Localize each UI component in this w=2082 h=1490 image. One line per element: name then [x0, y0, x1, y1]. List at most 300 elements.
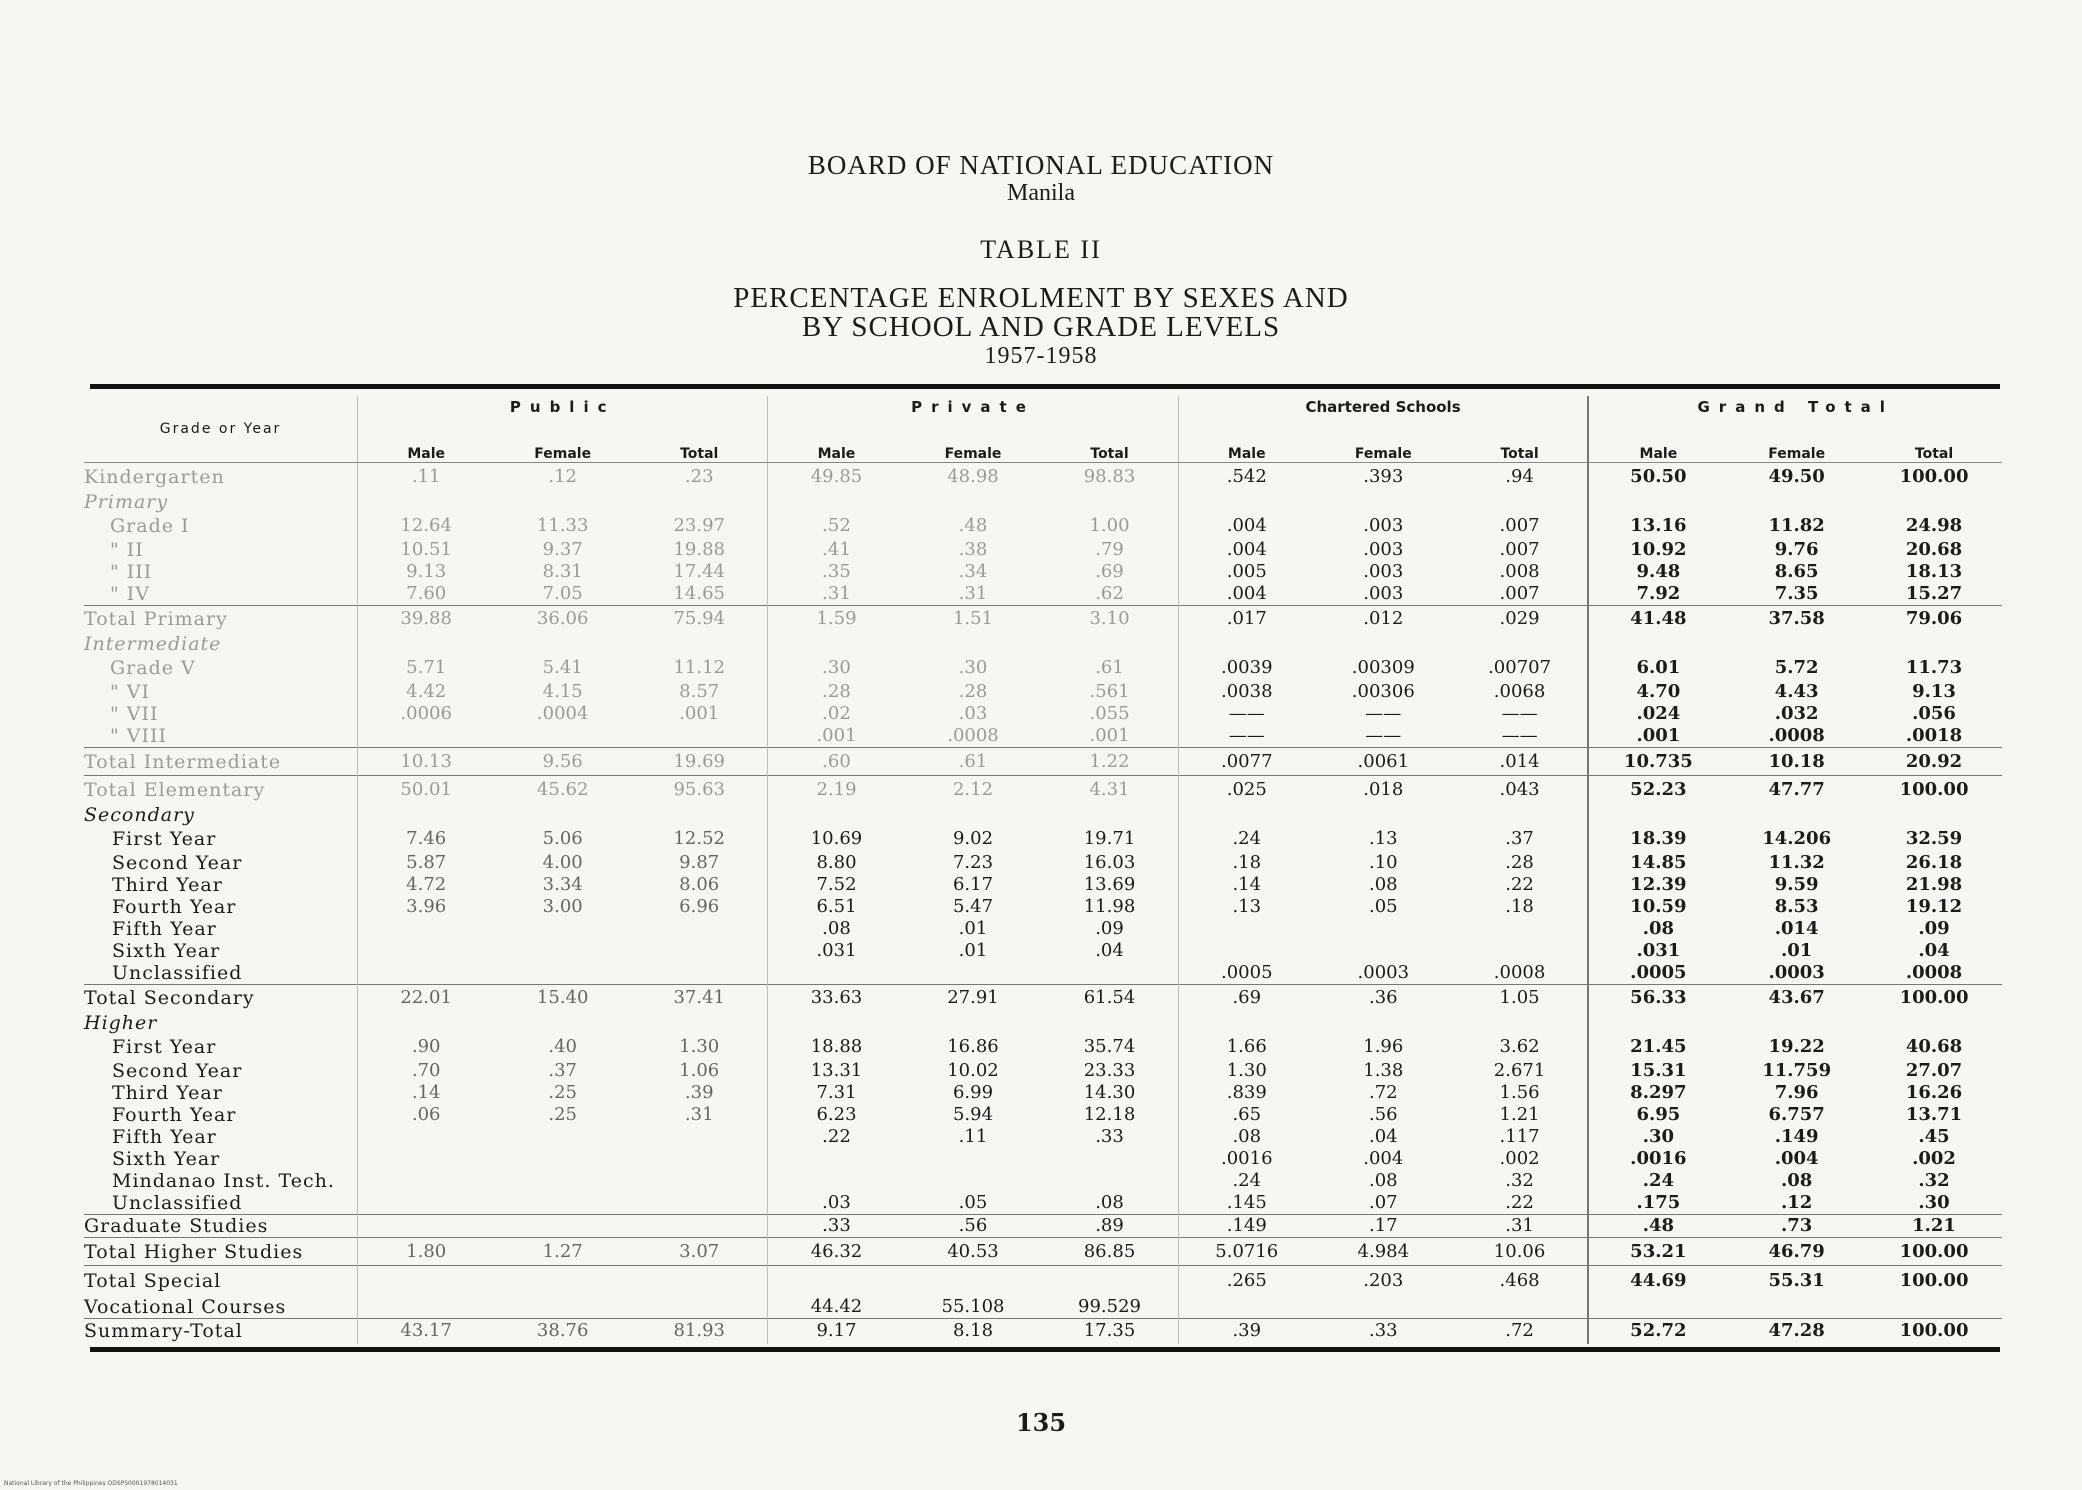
cell: 100.00 [1866, 1238, 2002, 1266]
table-row [84, 918, 2002, 940]
cell [1866, 804, 2002, 826]
cell: .561 [1089, 681, 1130, 702]
cell [905, 1012, 1042, 1034]
cell [358, 940, 495, 962]
cell: 13.31 [768, 1060, 905, 1082]
cell [1178, 633, 1315, 655]
cell [631, 725, 768, 748]
cell: 2.12 [905, 776, 1042, 804]
cell: 10.735 [1588, 748, 1727, 776]
cell: 15.40 [494, 984, 631, 1012]
cell: 49.50 [1768, 465, 1825, 487]
cell: 11.33 [536, 514, 589, 536]
cell [1452, 918, 1589, 940]
table-row [84, 1170, 2002, 1192]
cell [768, 1012, 905, 1034]
cell [631, 1012, 768, 1034]
cell: 35.74 [1083, 1036, 1136, 1057]
cell: 53.21 [1588, 1238, 1727, 1266]
table-title-line1: PERCENTAGE ENROLMENT BY SEXES AND [733, 282, 1349, 314]
cell: 8.31 [542, 560, 583, 582]
cell: .18 [1505, 895, 1534, 917]
row-label: " VI [110, 681, 151, 703]
cell: .25 [548, 1082, 578, 1103]
cell: 47.77 [1727, 776, 1866, 804]
cell: 33.63 [768, 984, 905, 1012]
cell [494, 1148, 631, 1170]
cell: .40 [548, 1036, 578, 1057]
group-public: Public [358, 396, 768, 418]
cell: .09 [1918, 917, 1950, 939]
cell: .12 [548, 465, 578, 487]
cell: 5.47 [952, 895, 994, 917]
cell [1588, 804, 1727, 826]
cell: .62 [1095, 582, 1124, 604]
row-label: Fourth Year [112, 895, 237, 918]
cell: .31 [1452, 1215, 1589, 1238]
agency-name: BOARD OF NATIONAL EDUCATION [807, 150, 1275, 180]
cell [768, 491, 905, 513]
cell [1866, 1012, 2002, 1034]
cell: .002 [1499, 1148, 1540, 1169]
cell: .37 [1505, 827, 1534, 849]
subheader-female: Female [1315, 418, 1452, 463]
cell: .004 [1178, 539, 1315, 561]
cell [905, 1148, 1042, 1170]
cell [358, 1012, 495, 1034]
cell: .31 [684, 1104, 714, 1125]
cell [358, 804, 495, 826]
cell [1041, 1012, 1178, 1034]
subheader-male: Male [1178, 418, 1315, 463]
cell [1315, 1012, 1452, 1034]
cell: —— [1178, 703, 1315, 725]
cell: 16.03 [1083, 851, 1136, 873]
table-row [84, 725, 2002, 748]
row-label: Vocational Courses [84, 1295, 287, 1318]
cell: 11.759 [1762, 1060, 1832, 1081]
cell [631, 962, 768, 985]
cell [494, 804, 631, 826]
cell: .89 [1041, 1215, 1178, 1238]
cell: 7.96 [1774, 1082, 1819, 1103]
cell: 55.108 [941, 1295, 1005, 1317]
table-row [84, 513, 2002, 539]
cell: 23.97 [673, 514, 725, 536]
table-row [84, 962, 2002, 985]
cell: .004 [1363, 1148, 1404, 1169]
cell: .32 [1918, 1170, 1950, 1191]
cell: 7.60 [358, 583, 495, 606]
cell: 45.62 [494, 776, 631, 804]
row-label: Fifth Year [112, 1126, 217, 1148]
cell: .08 [1178, 1126, 1315, 1148]
cell: 52.23 [1588, 776, 1727, 804]
cell: 6.51 [768, 896, 905, 918]
cell: 43.67 [1727, 984, 1866, 1012]
cell: 1.21 [1866, 1215, 2002, 1238]
row-label: Total Special [84, 1266, 358, 1296]
cell: .005 [1178, 561, 1315, 583]
cell: 10.92 [1588, 539, 1727, 561]
cell [1452, 804, 1589, 826]
cell: .0039 [1178, 655, 1315, 681]
cell [631, 1126, 768, 1148]
cell: 8.297 [1588, 1082, 1727, 1104]
cell: 7.46 [358, 826, 495, 852]
cell: .56 [905, 1215, 1042, 1238]
cell: .90 [358, 1034, 495, 1060]
cell: 4.31 [1041, 776, 1178, 804]
table-row [84, 748, 2002, 776]
cell: .30 [958, 657, 988, 678]
cell: 5.0716 [1178, 1238, 1315, 1266]
cell [1315, 633, 1452, 655]
cell: 21.98 [1905, 873, 1963, 895]
cell [768, 804, 905, 826]
cell: 1.56 [1499, 1082, 1540, 1103]
table-row [84, 655, 2002, 681]
cell: .203 [1315, 1266, 1452, 1296]
table-body [84, 463, 2002, 1345]
table-row [84, 852, 2002, 874]
cell: .01 [958, 939, 988, 961]
table-years: 1957-1958 [984, 343, 1098, 369]
cell: .001 [1089, 725, 1130, 746]
row-label: Total Secondary [84, 984, 358, 1012]
cell [631, 1266, 768, 1296]
row-label: Second Year [112, 851, 243, 874]
cell: 41.48 [1588, 605, 1727, 633]
row-label: " VIII [110, 725, 168, 747]
cell: 11.32 [1768, 851, 1825, 873]
cell: .08 [1095, 1192, 1124, 1213]
cell [358, 1148, 495, 1170]
cell: 13.16 [1588, 513, 1727, 539]
row-label: Unclassified [112, 961, 243, 984]
table-row [84, 896, 2002, 918]
subheader-total: Total [631, 418, 768, 463]
cell: .33 [1315, 1318, 1452, 1344]
scan-credit: National Library of the Philippines ODSPS0001978014031 [4, 1480, 178, 1487]
cell: —— [1365, 703, 1402, 724]
cell: .117 [1499, 1126, 1540, 1147]
cell [1041, 804, 1178, 826]
cell: 27.91 [905, 984, 1042, 1012]
cell [494, 1266, 631, 1296]
cell [358, 633, 495, 655]
cell [494, 940, 631, 962]
cell [631, 804, 768, 826]
cell: 99.529 [1078, 1295, 1141, 1317]
cell: 1.22 [1041, 748, 1178, 776]
cell: 10.59 [1588, 896, 1727, 918]
cell: .60 [768, 748, 905, 776]
cell [1866, 491, 2002, 513]
cell [1452, 633, 1589, 655]
cell [358, 1215, 495, 1238]
cell: 1.38 [1363, 1060, 1404, 1081]
cell: .04 [1368, 1126, 1398, 1147]
cell [1178, 940, 1315, 962]
cell: .055 [1089, 703, 1130, 724]
cell [631, 633, 768, 655]
cell: .10 [1368, 851, 1398, 873]
cell: .002 [1912, 1148, 1956, 1169]
cell: 3.10 [1041, 605, 1178, 633]
cell: 12.39 [1588, 874, 1727, 896]
cell [905, 491, 1042, 513]
table-row [84, 681, 2002, 703]
cell: 4.43 [1774, 681, 1819, 702]
table-row [84, 633, 2002, 655]
cell: .31 [768, 583, 905, 606]
cell: .003 [1363, 538, 1404, 560]
cell [768, 1170, 905, 1192]
cell [1041, 962, 1178, 985]
cell [358, 1296, 495, 1319]
cell: 9.56 [494, 748, 631, 776]
cell: 26.18 [1905, 851, 1963, 873]
table-row [84, 539, 2002, 561]
cell: .0006 [358, 703, 495, 725]
cell: .0061 [1315, 748, 1452, 776]
cell: 15.27 [1905, 582, 1963, 604]
row-label: Total Higher Studies [84, 1238, 358, 1266]
cell [1178, 918, 1315, 940]
cell: .24 [1178, 826, 1315, 852]
cell [1178, 491, 1315, 513]
cell: 19.22 [1768, 1036, 1825, 1057]
cell: .265 [1178, 1266, 1315, 1296]
cell: 8.18 [905, 1318, 1042, 1344]
cell: .07 [1368, 1192, 1398, 1213]
cell: 3.34 [542, 873, 583, 895]
cell [1866, 633, 2002, 655]
cell [1315, 918, 1452, 940]
cell [358, 725, 495, 748]
cell: .08 [768, 918, 905, 940]
cell: .32 [1505, 1170, 1534, 1191]
cell [1727, 804, 1866, 826]
row-label: Total Primary [84, 605, 358, 633]
cell: 18.13 [1905, 560, 1963, 582]
cell: 6.96 [679, 895, 720, 917]
row-label: Second Year [112, 1060, 243, 1082]
cell: 56.33 [1588, 984, 1727, 1012]
cell [1452, 1296, 1589, 1319]
row-label: Third Year [112, 873, 223, 896]
cell [1727, 491, 1866, 513]
table-row [84, 1082, 2002, 1104]
cell: 79.06 [1866, 605, 2002, 633]
cell: .025 [1178, 776, 1315, 804]
cell: .031 [768, 940, 905, 962]
cell: .06 [358, 1104, 495, 1126]
cell: —— [1365, 725, 1402, 746]
cell: .22 [1505, 873, 1534, 895]
cell: 6.23 [768, 1104, 905, 1126]
cell: .0005 [1178, 962, 1315, 985]
cell: .0016 [1178, 1148, 1315, 1170]
cell: 9.02 [952, 827, 994, 849]
cell: .02 [768, 703, 905, 725]
cell: 1.96 [1363, 1036, 1404, 1057]
cell: .33 [768, 1215, 905, 1238]
cell: 7.05 [542, 582, 583, 604]
cell: 7.31 [768, 1082, 905, 1104]
cell: 44.42 [768, 1296, 905, 1319]
cell: .0004 [536, 703, 589, 724]
table-header [84, 396, 2002, 463]
row-label: Total Intermediate [84, 748, 358, 776]
cell: 15.31 [1588, 1060, 1727, 1082]
cell [1588, 1296, 1727, 1319]
cell: 1.51 [905, 605, 1042, 633]
cell [1727, 1296, 1866, 1319]
cell [1315, 804, 1452, 826]
cell: .13 [1368, 827, 1398, 849]
cell: 20.68 [1905, 538, 1963, 560]
cell: .031 [1588, 940, 1727, 962]
cell: .22 [768, 1126, 905, 1148]
cell: 5.06 [542, 827, 583, 849]
cell: .145 [1178, 1192, 1315, 1215]
cell: 17.44 [673, 560, 725, 582]
cell: .149 [1178, 1215, 1315, 1238]
cell: 12.18 [1083, 1104, 1136, 1125]
table-row [84, 1266, 2002, 1296]
cell: 95.63 [631, 776, 768, 804]
cell: .0016 [1588, 1148, 1727, 1170]
cell [1588, 633, 1727, 655]
cell: .003 [1363, 560, 1404, 582]
table-title-line2: BY SCHOOL AND GRADE LEVELS [801, 311, 1281, 343]
cell: 12.64 [358, 513, 495, 539]
cell: .23 [684, 465, 714, 487]
cell: 5.94 [952, 1104, 994, 1125]
cell: 75.94 [631, 605, 768, 633]
cell: 9.13 [1912, 681, 1956, 702]
table-row [84, 1126, 2002, 1148]
cell: .0068 [1493, 681, 1546, 702]
table-row [84, 1012, 2002, 1034]
cell: .008 [1499, 560, 1540, 582]
cell: 11.98 [1083, 895, 1136, 917]
cell [631, 1215, 768, 1238]
row-label: First Year [112, 827, 217, 850]
cell [905, 1266, 1042, 1296]
agency-city: Manila [1007, 180, 1075, 206]
cell [358, 1126, 495, 1148]
table-row [84, 703, 2002, 725]
cell: .004 [1178, 513, 1315, 539]
cell [1588, 491, 1727, 513]
cell: .11 [958, 1126, 988, 1147]
cell: —— [1501, 725, 1538, 746]
cell: 98.83 [1083, 465, 1136, 487]
cell: 10.06 [1452, 1238, 1589, 1266]
cell: .175 [1588, 1192, 1727, 1215]
cell: .542 [1178, 463, 1315, 491]
cell: 12.52 [673, 827, 725, 849]
cell: .72 [1452, 1318, 1589, 1344]
cell: 9.48 [1588, 561, 1727, 583]
table-row [84, 1192, 2002, 1215]
cell: 7.23 [952, 851, 994, 873]
cell: .24 [1178, 1170, 1315, 1192]
cell [1041, 1170, 1178, 1192]
cell [1727, 633, 1866, 655]
cell: 10.02 [947, 1060, 999, 1081]
cell: .37 [548, 1060, 578, 1081]
cell: .0008 [947, 725, 999, 746]
cell [1041, 491, 1178, 513]
cell: 4.00 [542, 851, 583, 873]
cell: .032 [1774, 703, 1819, 724]
cell: .01 [958, 917, 988, 939]
row-label: Grade I [110, 514, 190, 537]
cell [631, 940, 768, 962]
cell: .03 [958, 703, 988, 724]
subheader-male: Male [358, 418, 495, 463]
cell [1178, 1012, 1315, 1034]
cell [1178, 1296, 1315, 1319]
cell: 20.92 [1866, 748, 2002, 776]
cell: 27.07 [1905, 1060, 1963, 1081]
cell [1452, 940, 1589, 962]
cell [1452, 491, 1589, 513]
cell: .0003 [1768, 961, 1825, 983]
cell: .012 [1315, 605, 1452, 633]
cell [631, 1296, 768, 1319]
cell: .69 [1095, 560, 1124, 582]
cell: 39.88 [358, 605, 495, 633]
cell: 46.32 [768, 1238, 905, 1266]
cell [358, 1170, 495, 1192]
cell [1178, 804, 1315, 826]
cell: .72 [1368, 1082, 1398, 1103]
cell: .13 [1178, 896, 1315, 918]
cell [494, 1296, 631, 1319]
cell: .017 [1178, 605, 1315, 633]
row-label: Sixth Year [112, 1148, 221, 1170]
cell: 13.71 [1905, 1104, 1963, 1125]
cell [905, 633, 1042, 655]
cell: .48 [1588, 1215, 1727, 1238]
cell [494, 725, 631, 748]
cell: 16.26 [1905, 1082, 1963, 1103]
cell [768, 1148, 905, 1170]
row-header: Grade or Year [84, 396, 358, 463]
cell: .018 [1315, 776, 1452, 804]
cell: —— [1178, 725, 1315, 748]
cell: 9.13 [358, 561, 495, 583]
table-row [84, 804, 2002, 826]
cell: 55.31 [1727, 1266, 1866, 1296]
cell: .05 [1368, 895, 1398, 917]
cell: .05 [958, 1192, 988, 1213]
cell: .0008 [1493, 961, 1546, 983]
cell: 23.33 [1083, 1060, 1136, 1081]
table-row [84, 463, 2002, 491]
cell: .014 [1452, 748, 1589, 776]
cell: .0008 [1768, 725, 1825, 746]
cell [768, 633, 905, 655]
cell: 18.88 [768, 1034, 905, 1060]
cell: 11.82 [1768, 514, 1825, 536]
cell: 7.35 [1774, 582, 1819, 604]
